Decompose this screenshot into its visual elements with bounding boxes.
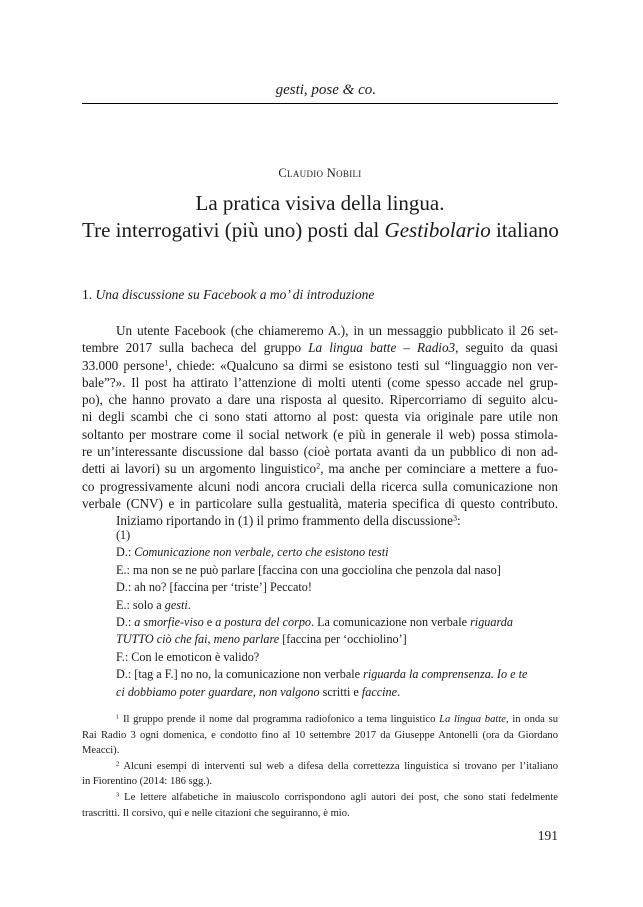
footnote-line: in Fiorentino (2014: 186 sgg.). [82, 776, 213, 788]
footnote-3 [82, 790, 558, 806]
dialogue-line [116, 614, 558, 631]
body-text [82, 322, 558, 530]
text-run: Alcuni esempi di interventi sul web a difesa della correttezza linguistica si trovano per l’italiano [119, 760, 558, 772]
dialogue-line [116, 597, 558, 614]
italic-run: gesti [164, 597, 188, 612]
dialogue-excerpt [116, 527, 558, 701]
text-run: D.: [tag a F.] no no, la comunicazione non verbale [116, 667, 364, 682]
text-run: Le lettere alfabetiche in maiuscolo corrispondono agli autori dei post, che sono stati fedelmente [119, 791, 558, 803]
dialogue-line [116, 544, 558, 561]
article-title [82, 190, 558, 244]
text-run: Iniziamo riportando in (1) il primo frammento della discussione [116, 513, 453, 529]
body-line [82, 460, 558, 477]
dialogue-line: E.: ma non se ne può parlare [faccina con una gocciolina che penzola dal naso] [116, 562, 501, 577]
footnote-ref-2[interactable]: 2 [316, 461, 321, 471]
text-run: , seguito da quasi [455, 340, 558, 356]
footnote-line: trascritti. Il corsivo, qui e nelle citazioni che seguiranno, è mio. [82, 807, 350, 819]
text-run: detti ai lavori) su un argomento linguistico [82, 461, 317, 477]
text-run: , chiede: «Qualcuno sa dirmi se esistono testi sul “linguaggio non ver- [168, 357, 558, 373]
group-name: La lingua batte – Radio3 [308, 340, 456, 356]
body-line: ni degli scambi che ci sono stati attorno al post: questa via originale pare utile non [82, 409, 558, 425]
italic-run: ci dobbiamo poter guardare, non valgono [116, 684, 320, 699]
body-line: soltanto per mostrare come il social network (e più in generale il web) possa stimola- [82, 426, 558, 442]
footnote-ref-3[interactable]: 3 [452, 513, 458, 523]
section-title: Una discussione su Facebook a mo’ di introduzione [95, 287, 375, 302]
header-rule [82, 103, 558, 104]
article-author: Claudio Nobili [278, 166, 362, 180]
footnote-mark: 2 [116, 760, 120, 768]
body-line [82, 357, 558, 374]
body-line: Un utente Facebook (che chiameremo A.), in un messaggio pubblicato il 26 set- [116, 323, 558, 338]
speaker: D.: [116, 545, 135, 560]
italic-run: La lingua batte [439, 714, 506, 725]
italic-run: a smorfie-viso [134, 614, 204, 629]
text-run: D.: [116, 614, 135, 629]
text-run: . [397, 684, 401, 699]
dialogue-line [116, 684, 558, 701]
text-run: scritti e [319, 684, 362, 699]
italic-run: TUTTO ciò che fai, meno parlare [116, 632, 280, 647]
excerpt-number: (1) [116, 528, 131, 542]
title-italic-term: Gestibolario [384, 218, 491, 242]
footnote-1 [82, 712, 558, 728]
text-run: Il gruppo prende il nome dal programma radiofonico a tema linguistico [119, 714, 440, 725]
body-line: co progressivamente alcuni nodi ancora cruciali della ricerca sulla comunicazione non [82, 478, 558, 494]
text-run: . La comunicazione non verbale [311, 614, 471, 629]
italic-run: riguarda la comprensenza. Io e te [363, 667, 528, 682]
italic-run: faccine [361, 684, 398, 699]
footnote-line: Rai Radio 3 ogni domenica, e condotto fino al 10 settembre 2017 da Giuseppe Antonelli (ora da Giordano [82, 729, 558, 741]
text-run: 33.000 persone [82, 357, 165, 373]
footnote-ref-1[interactable]: 1 [164, 358, 169, 368]
text-run: E.: solo a [116, 597, 165, 612]
body-line: bale”?». Il post ha attirato l’attenzione di molti utenti (come spesso accade nel grup- [82, 374, 558, 390]
footnotes [82, 712, 558, 821]
dialogue-line: D.: ah no? [faccina per ‘triste’] Peccato! [116, 580, 312, 595]
section-number: 1. [82, 287, 96, 302]
dialogue-line [116, 666, 558, 683]
article-title-line-2 [82, 217, 558, 244]
running-head: gesti, pose & co. [275, 82, 376, 98]
text-run: , ma anche per cominciare a mettere a fuo- [320, 461, 558, 477]
page-number: 191 [537, 828, 558, 843]
section-heading [82, 287, 374, 303]
footnote-mark: 3 [116, 791, 120, 799]
dialogue-line [116, 631, 558, 648]
text-run: . [187, 597, 191, 612]
dialogue-line: F.: Con le emoticon è valido? [116, 649, 260, 664]
footnote-line: Meacci). [82, 745, 120, 757]
body-line [82, 339, 558, 356]
text-run: , in onda su [505, 714, 558, 725]
text-run: : [457, 513, 461, 529]
body-line: verbale (CNV) e in particolare sulla gestualità, materia specifica di questo contributo. [82, 495, 558, 511]
title-text: italiano [490, 218, 559, 242]
text-run: tembre 2017 sulla bacheca del gruppo [82, 340, 309, 356]
text-run: [faccina per ‘occhiolino’] [279, 632, 407, 647]
title-text: Tre interrogativi (più uno) posti dal [82, 218, 385, 242]
footnote-mark: 1 [116, 713, 120, 721]
footnote-2 [82, 759, 558, 775]
text-run: e [203, 614, 216, 629]
italic-run: riguarda [470, 614, 513, 629]
italic-run: Comunicazione non verbale, certo che esistono testi [134, 545, 389, 560]
body-line: re un’interessante discussione dal basso (cioè portata avanti da un pubblico di non ad- [82, 444, 558, 460]
body-line: po), che hanno provato a dare una risposta al quesito. Ripercorriamo di seguito alcu- [82, 392, 558, 408]
italic-run: a postura del corpo [215, 614, 312, 629]
article-title-line-1: La pratica visiva della lingua. [195, 191, 445, 215]
